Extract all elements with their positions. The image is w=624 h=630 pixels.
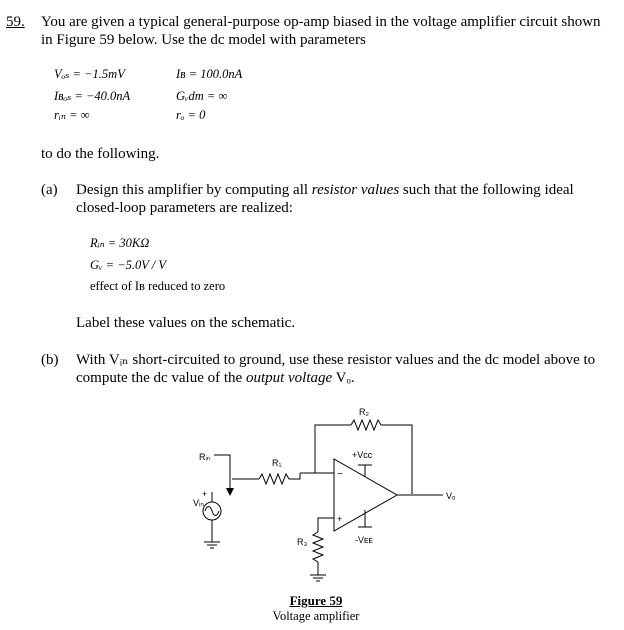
- r3-resistor: [313, 532, 323, 562]
- part-a-label: (a): [41, 182, 58, 198]
- part-b-line-2-post: Vₒ.: [335, 370, 355, 386]
- label-r2: R₂: [359, 407, 369, 417]
- r1-wire-right: [289, 473, 300, 479]
- part-b-line-2-em: output voltage: [245, 370, 333, 386]
- param-ibos: Iʙₒₛ = −40.0nA: [54, 89, 131, 103]
- param-ib: Iʙ = 100.0nA: [176, 67, 243, 81]
- problem-number: 59.: [6, 14, 25, 30]
- param-rin: rᵢₙ = ∞: [54, 108, 90, 122]
- part-b-line-2-pre: compute the dc value of the: [76, 370, 243, 386]
- part-a-line-1-post: such that the following ideal: [402, 182, 574, 198]
- part-b-label: (b): [41, 352, 59, 368]
- figure-title: Figure 59: [289, 593, 343, 608]
- feedback-wire-right: [381, 425, 412, 494]
- spec-gv-text: Gᵥ = −5.0V / V: [90, 258, 167, 272]
- label-note: Label these values on the schematic.: [76, 315, 296, 331]
- intro-line-2: in Figure 59 below. Use the dc model with parameters: [41, 32, 366, 48]
- r2-resistor: [351, 420, 381, 430]
- label-source-plus: +: [202, 489, 208, 499]
- label-noninverting: +: [337, 514, 343, 524]
- sine-wave-icon: [205, 507, 219, 516]
- label-vin: Vᵢₙ: [193, 498, 205, 508]
- part-a-line-1-em: resistor values: [311, 182, 400, 198]
- part-a-line-1-pre: Design this amplifier by computing all: [76, 182, 309, 198]
- label-vo: Vₒ: [446, 491, 456, 501]
- part-a-line-2: closed-loop parameters are realized:: [76, 200, 293, 216]
- follow-text: to do the following.: [41, 146, 160, 162]
- param-vos: Vₒₛ = −1.5mV: [54, 67, 125, 81]
- spec-ib-effect: effect of Iʙ reduced to zero: [90, 279, 226, 293]
- r1-resistor: [259, 474, 289, 484]
- param-gvdm: Gᵥdm = ∞: [176, 89, 228, 103]
- label-vee: -Vᴇᴇ: [355, 535, 373, 545]
- label-inverting: −: [337, 469, 343, 480]
- part-b-line-1: With Vᵢₙ short-circuited to ground, use these resistor values and the dc model above to: [76, 352, 596, 368]
- spec-rin-text: Rᵢₙ = 30KΩ: [90, 236, 150, 250]
- intro-line-1: You are given a typical general-purpose op-amp biased in the voltage amplifier circuit shown: [41, 14, 601, 30]
- figure-caption: Voltage amplifier: [272, 609, 360, 623]
- label-r3: R₃: [297, 537, 308, 547]
- noninverting-input-wire: [318, 518, 334, 532]
- rin-arrow-icon: [226, 488, 234, 496]
- param-ro: rₒ = 0: [176, 108, 206, 122]
- label-r1: R₁: [272, 458, 282, 468]
- label-rin: Rᵢₙ: [199, 452, 211, 462]
- label-vcc: +Vᴄᴄ: [352, 450, 373, 460]
